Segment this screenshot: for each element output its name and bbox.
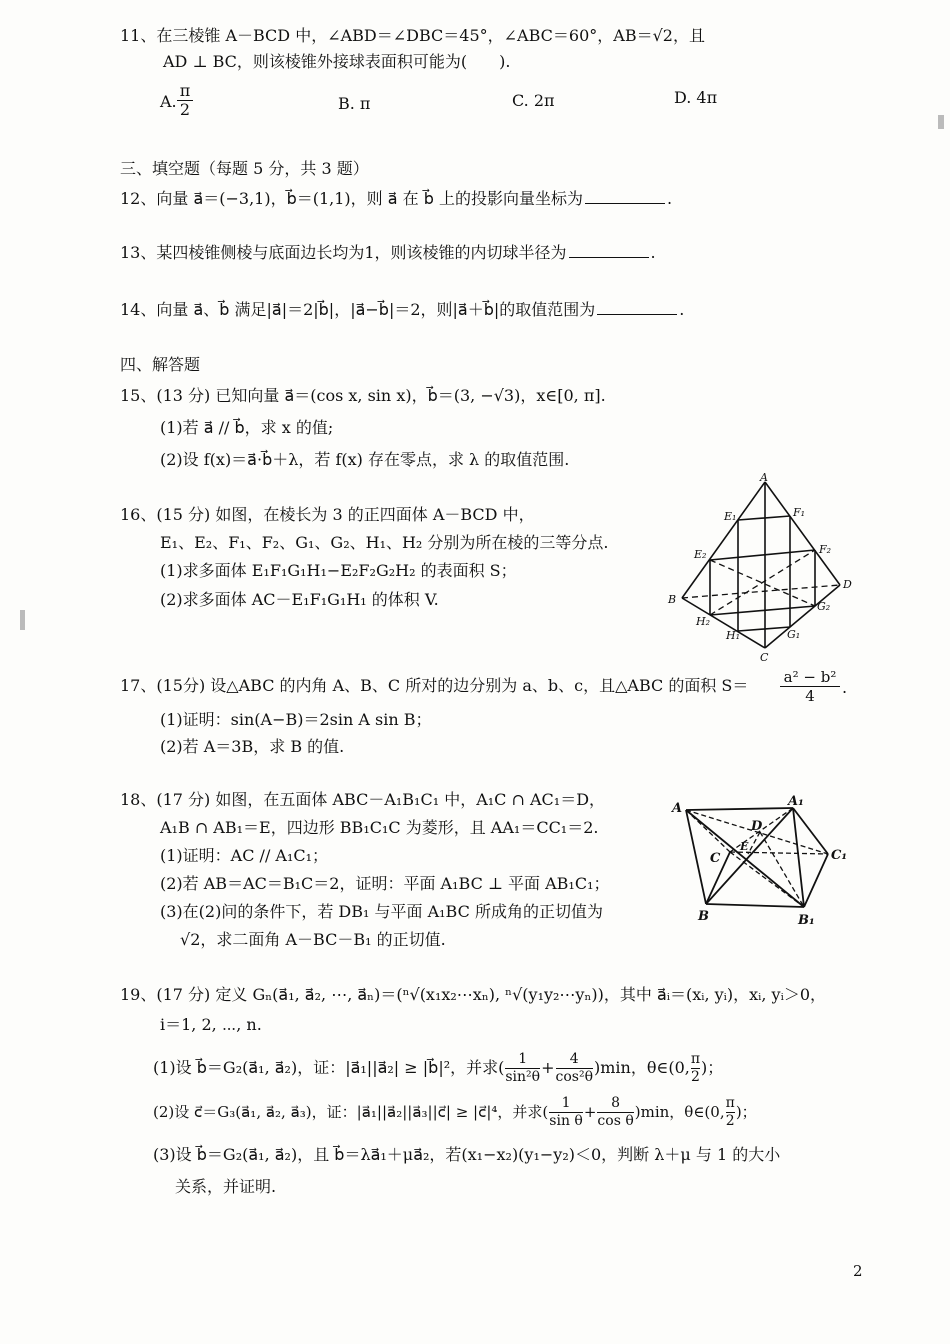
q19-line1: 19、(17 分) 定义 Gₙ(a⃗₁, a⃗₂, ⋯, a⃗ₙ)＝(ⁿ√(x₁x₂⋯xₙ), ⁿ√(y₁y₂⋯yₙ))，其中 a⃗ᵢ＝(xᵢ, yᵢ)，xᵢ, yᵢ＞0， — [120, 985, 826, 1004]
q16-part2: (2)求多面体 AC－E₁F₁G₁H₁ 的体积 V. — [160, 590, 439, 609]
q19-part1 — [153, 1048, 723, 1088]
hidden-edge-h2f2 — [710, 550, 815, 615]
fraction-numerator: π — [725, 1094, 735, 1111]
edge-aa1 — [686, 808, 793, 810]
edge-a1b1 — [793, 808, 804, 907]
fraction-denominator: 2 — [179, 100, 191, 119]
q17-end: . — [842, 678, 848, 697]
q18-part1: (1)证明：AC // A₁C₁； — [160, 846, 329, 865]
fraction-numerator: 4 — [556, 1051, 594, 1069]
label-C1: C₁ — [831, 848, 848, 863]
q13-line — [120, 243, 656, 263]
label-B: B — [668, 593, 677, 606]
q11-option-d: D. 4π — [674, 88, 718, 107]
q19-part2 — [153, 1092, 757, 1132]
edge-bc — [682, 598, 765, 648]
answer-blank — [585, 203, 665, 204]
q16-line2: E₁、E₂、F₁、F₂、G₁、G₂、H₁、H₂ 分别为所在棱的三等分点. — [160, 533, 609, 552]
q19-p1-min: )min，θ∈(0, — [594, 1058, 690, 1077]
edge-e1f1 — [738, 516, 790, 520]
q14-line — [120, 300, 684, 320]
plus-sign: + — [583, 1103, 597, 1121]
q15-line1: 15、(13 分) 已知向量 a⃗＝(cos x, sin x)，b⃗＝(3, −√3)，x∈[0, π]. — [120, 386, 606, 405]
fraction-denominator: cos θ — [597, 1112, 634, 1129]
q16-line1: 16、(15 分) 如图，在棱长为 3 的正四面体 A－BCD 中， — [120, 505, 535, 524]
label-A: A — [760, 471, 768, 484]
fraction-denominator: cos²θ — [555, 1068, 594, 1085]
q19-p1-text: (1)设 b⃗＝G₂(a⃗₁, a⃗₂)，证：|a⃗₁||a⃗₂| ≥ |b⃗|²，并求( — [153, 1058, 505, 1077]
fraction-numerator: π — [177, 82, 193, 101]
pentahedron-figure — [668, 792, 858, 932]
edge-e2f2 — [710, 550, 815, 560]
label-E1: E₁ — [724, 510, 737, 523]
fraction-denominator: 2 — [690, 1068, 700, 1085]
scan-edge-mark — [20, 610, 25, 630]
q17-area-fraction — [780, 668, 840, 705]
label-B1: B₁ — [798, 913, 815, 928]
edge-c1b1 — [804, 854, 828, 907]
section-3-title: 三、填空题（每题 5 分，共 3 题） — [120, 159, 369, 178]
label-H2: H₂ — [696, 615, 711, 628]
label-F2: F₂ — [819, 543, 832, 556]
q18-line2: A₁B ∩ AB₁＝E，四边形 BB₁C₁C 为菱形，且 AA₁＝CC₁＝2. — [160, 818, 599, 837]
q19-part3a: (3)设 b⃗＝G₂(a⃗₁, a⃗₂)，且 b⃗＝λa⃗₁＋μa⃗₂，若(x₁−x₂)(y₁−y₂)＜0，判断 λ＋μ 与 1 的大小 — [153, 1145, 781, 1164]
q19-line2: i＝1, 2, ⋯, n. — [160, 1015, 262, 1034]
fraction-numerator: a² − b² — [780, 668, 840, 687]
q17-line1: 17、(15分) 设△ABC 的内角 A、B、C 所对的边分别为 a、b、c，且△ABC 的面积 S＝ — [120, 676, 749, 695]
fraction-numerator: π — [690, 1050, 701, 1067]
q19-p1-end: )； — [701, 1058, 724, 1077]
q11-option-a-prefix: A. — [160, 92, 177, 111]
answer-blank — [569, 257, 649, 258]
label-D: D — [751, 819, 763, 834]
label-A: A — [672, 801, 683, 816]
fraction-numerator: 1 — [505, 1051, 540, 1069]
q19-p2-frac2 — [597, 1095, 633, 1130]
label-C: C — [710, 851, 721, 866]
fraction-numerator: 8 — [597, 1095, 633, 1113]
q19-p2-text: (2)设 c⃗＝G₃(a⃗₁, a⃗₂, a⃗₃)，证：|a⃗₁||a⃗₂||a⃗₃||c⃗| ≥ |c⃗|⁴，并求( — [153, 1103, 549, 1121]
label-B: B — [698, 909, 709, 924]
edge-h2g2 — [710, 606, 815, 615]
q14-text: 14、向量 a⃗、b⃗ 满足|a⃗|＝2|b⃗|，|a⃗−b⃗|＝2，则|a⃗＋b⃗|的取值范围为 — [120, 300, 596, 319]
q11-option-c: C. 2π — [512, 91, 555, 110]
plus-sign: + — [541, 1058, 555, 1077]
q13-text: 13、某四棱锥侧棱与底面边长均为1，则该棱锥的内切球半径为 — [120, 243, 567, 262]
q18-line1: 18、(17 分) 如图，在五面体 ABC－A₁B₁C₁ 中，A₁C ∩ AC₁＝D， — [120, 790, 606, 809]
edge-ab — [682, 482, 765, 598]
edge-h1g1 — [738, 627, 790, 631]
section-4-title: 四、解答题 — [120, 355, 201, 374]
label-G1: G₁ — [787, 628, 801, 641]
q19-p1-pi-frac — [691, 1051, 700, 1086]
q11-option-b: B. π — [338, 94, 371, 113]
q12-line — [120, 189, 672, 209]
label-H1: H₁ — [726, 629, 741, 642]
edge-cd — [765, 585, 840, 648]
fraction-denominator: sin θ — [549, 1112, 583, 1129]
edge-a1c1 — [793, 808, 828, 854]
q18-part3b: √2，求二面角 A－BC－B₁ 的正切值. — [180, 930, 446, 949]
q17-part2: (2)若 A＝3B，求 B 的值. — [160, 737, 345, 756]
q19-p2-frac1 — [549, 1095, 583, 1130]
label-E: E — [740, 840, 749, 853]
q11-line2: AD ⊥ BC，则该棱锥外接球表面积可能为( ). — [163, 52, 511, 71]
hidden-edge-bd — [682, 585, 840, 598]
hidden-edge-ac — [686, 810, 730, 852]
q18-part3a: (3)在(2)问的条件下，若 DB₁ 与平面 A₁BC 所成角的正切值为 — [160, 902, 603, 921]
q17-part1: (1)证明：sin(A−B)＝2sin A sin B； — [160, 710, 432, 729]
label-E2: E₂ — [694, 548, 707, 561]
fraction-denominator: 2 — [725, 1112, 735, 1129]
fraction-denominator: sin²θ — [505, 1068, 541, 1085]
q18-part2: (2)若 AB＝AC＝B₁C＝2，证明：平面 A₁BC ⊥ 平面 AB₁C₁； — [160, 874, 610, 893]
answer-blank — [597, 314, 677, 315]
q19-p1-frac2 — [556, 1051, 594, 1086]
label-A1: A₁ — [788, 794, 804, 809]
q16-part1: (1)求多面体 E₁F₁G₁H₁−E₂F₂G₂H₂ 的表面积 S； — [160, 561, 517, 580]
q19-p2-end: )； — [735, 1103, 757, 1121]
tetrahedron-figure — [660, 470, 860, 665]
page-number: 2 — [853, 1262, 863, 1280]
q11-line1: 11、在三棱锥 A－BCD 中，∠ABD＝∠DBC＝45°，∠ABC＝60°，AB＝√2，且 — [120, 26, 705, 45]
scan-edge-mark — [938, 115, 944, 129]
fraction-denominator: 4 — [805, 687, 815, 705]
label-C: C — [760, 651, 769, 664]
label-D: D — [843, 578, 852, 591]
q15-part1: (1)若 a⃗ // b⃗，求 x 的值; — [160, 418, 334, 437]
q19-p2-pi-frac — [726, 1095, 735, 1130]
q19-p2-min: )min，θ∈(0, — [634, 1103, 725, 1121]
label-F1: F₁ — [793, 506, 806, 519]
edge-bb1 — [706, 904, 804, 907]
q13-end: . — [650, 243, 656, 262]
q19-p1-frac1 — [505, 1051, 540, 1086]
q15-part2: (2)设 f(x)＝a⃗·b⃗＋λ，若 f(x) 存在零点，求 λ 的取值范围. — [160, 450, 570, 469]
q14-end: . — [679, 300, 685, 319]
label-G2: G₂ — [817, 600, 831, 613]
fraction-numerator: 1 — [549, 1095, 583, 1113]
edge-ad — [765, 482, 840, 585]
q12-text: 12、向量 a⃗＝(−3,1)，b⃗＝(1,1)，则 a⃗ 在 b⃗ 上的投影向量坐标为 — [120, 189, 583, 208]
q11-option-a-fraction — [177, 82, 193, 119]
q12-end: . — [666, 189, 673, 208]
q19-part3b: 关系，并证明. — [175, 1177, 277, 1196]
